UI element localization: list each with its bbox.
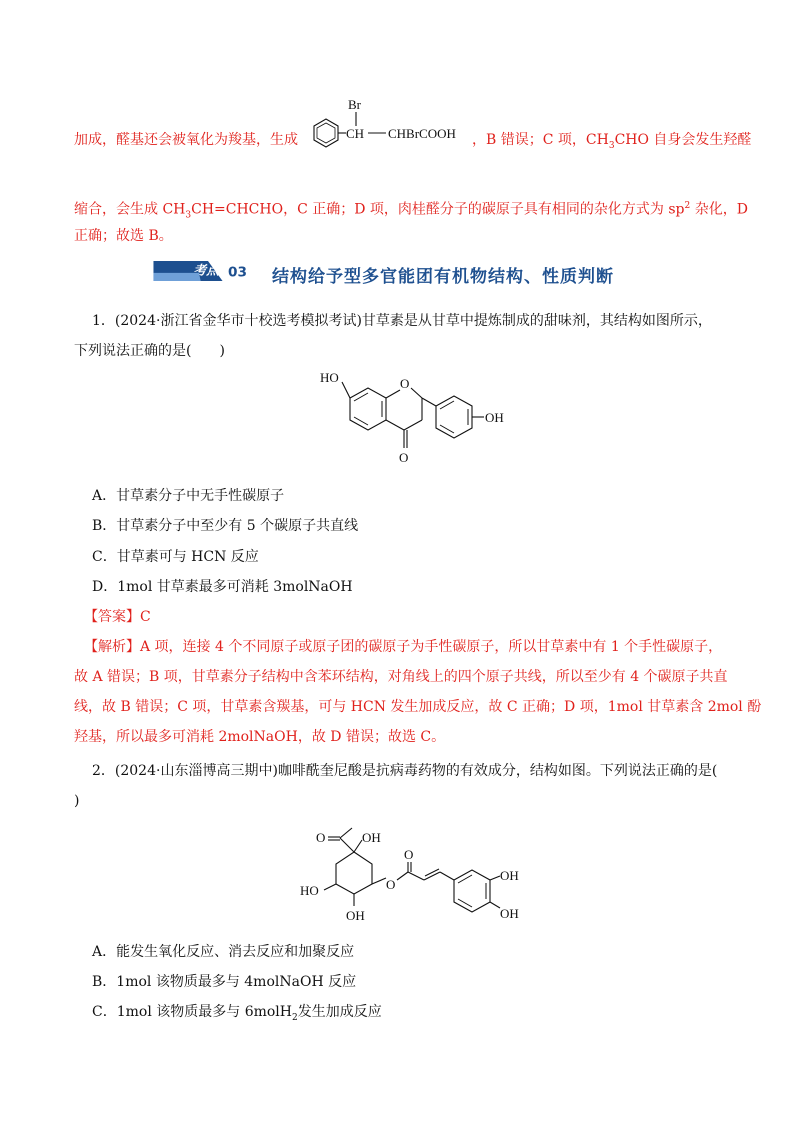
option-text: C．1mol 该物质最多与 6molH bbox=[92, 1004, 292, 1020]
q1-option-b: B．甘草素分子中至少有 5 个碳原子共直线 bbox=[92, 518, 359, 534]
section-badge bbox=[148, 261, 268, 281]
oh-label: OH bbox=[485, 410, 504, 425]
o-top-label: O bbox=[316, 830, 326, 845]
q1-answer: 【答案】C bbox=[84, 609, 151, 625]
q1-analysis-line-1: 【解析】A 项，连接 4 个不同原子或原子团的碳原子为手性碳原子，所以甘草素中有 1 个手性碳原子， bbox=[84, 639, 723, 655]
explanation-text: 杂化，D bbox=[690, 201, 748, 218]
q2-option-c bbox=[92, 1002, 382, 1028]
explanation-text: 加成，醛基还会被氧化为羧基，生成 bbox=[74, 132, 298, 148]
section-badge-label: 考点 bbox=[193, 262, 219, 278]
q1-option-d: D．1mol 甘草素最多可消耗 3molNaOH bbox=[92, 579, 353, 595]
q1-analysis-line-3: 线，故 B 错误；C 项，甘草素含羰基，可与 HCN 发生加成反应，故 C 正确；D 项，1mol 甘草素含 2mol 酚 bbox=[74, 699, 762, 715]
explanation-text: 正确；故选 B。 bbox=[74, 228, 173, 244]
oh-bottom-label: OH bbox=[346, 908, 365, 923]
keto-o-label: O bbox=[399, 450, 409, 465]
explanation-text: 缩合，会生成 CH bbox=[74, 201, 186, 218]
liquiritigenin-structure bbox=[316, 366, 526, 478]
q2-option-a: A．能发生氧化反应、消去反应和加聚反应 bbox=[92, 944, 355, 960]
caffeoylquinic-acid-structure bbox=[300, 822, 550, 932]
q1-stem-line-1: 1．(2024·浙江省金华市十校选考模拟考试)甘草素是从甘草中提炼制成的甜味剂，其结构如图所示， bbox=[92, 313, 712, 329]
q2-stem-line-1: 2．(2024·山东淄博高三期中)咖啡酰奎尼酸是抗病毒药物的有效成分，结构如图。下列说法正确的是( bbox=[92, 763, 718, 779]
q1-stem-line-2: 下列说法正确的是( ) bbox=[74, 343, 225, 359]
ester-o-label: O bbox=[386, 877, 396, 892]
ester-co-label: O bbox=[404, 847, 414, 862]
ch-label: CH bbox=[346, 126, 365, 141]
q2-stem-line-2: ) bbox=[74, 793, 80, 809]
superscript: 2 bbox=[684, 201, 691, 211]
explanation-line-3 bbox=[74, 226, 173, 246]
br-label: Br bbox=[348, 97, 361, 112]
explanation-text: ，B 错误；C 项，CH bbox=[472, 132, 609, 148]
section-title: 结构给予型多官能团有机物结构、性质判断 bbox=[272, 267, 614, 287]
chbrcooh-label: CHBrCOOH bbox=[388, 126, 456, 141]
q1-analysis-line-4: 羟基，所以最多可消耗 2molNaOH，故 D 错误；故选 C。 bbox=[74, 729, 446, 745]
oh-r1-label: OH bbox=[500, 868, 519, 883]
subscript: 3 bbox=[185, 210, 192, 221]
oh-top-label: OH bbox=[362, 830, 381, 845]
explanation-text: CHO 自身会发生羟醛 bbox=[614, 132, 752, 148]
subscript: 2 bbox=[292, 1012, 298, 1023]
section-badge-number: 03 bbox=[228, 264, 247, 281]
explanation-line-1b bbox=[472, 130, 751, 156]
option-text: 发生加成反应 bbox=[297, 1004, 382, 1020]
q2-option-b: B．1mol 该物质最多与 4molNaOH 反应 bbox=[92, 974, 357, 990]
explanation-text: CH=CHCHO，C 正确；D 项，肉桂醛分子的碳原子具有相同的杂化方式为 sp bbox=[191, 201, 685, 218]
ho-label: HO bbox=[320, 370, 339, 385]
ring-o-label: O bbox=[400, 376, 410, 391]
explanation-line-1 bbox=[74, 130, 298, 150]
ho-left-label: HO bbox=[300, 883, 319, 898]
explanation-line-2 bbox=[74, 196, 748, 225]
bromo-phenyl-structure bbox=[296, 96, 486, 166]
oh-r2-label: OH bbox=[500, 906, 519, 921]
q1-analysis-line-2: 故 A 错误；B 项，甘草素分子结构中含苯环结构，对角线上的四个原子共线，所以至少有 4 个碳原子共直 bbox=[74, 669, 728, 685]
subscript: 3 bbox=[608, 140, 615, 151]
q1-option-a: A．甘草素分子中无手性碳原子 bbox=[92, 488, 285, 504]
q1-option-c: C．甘草素可与 HCN 反应 bbox=[92, 549, 259, 565]
